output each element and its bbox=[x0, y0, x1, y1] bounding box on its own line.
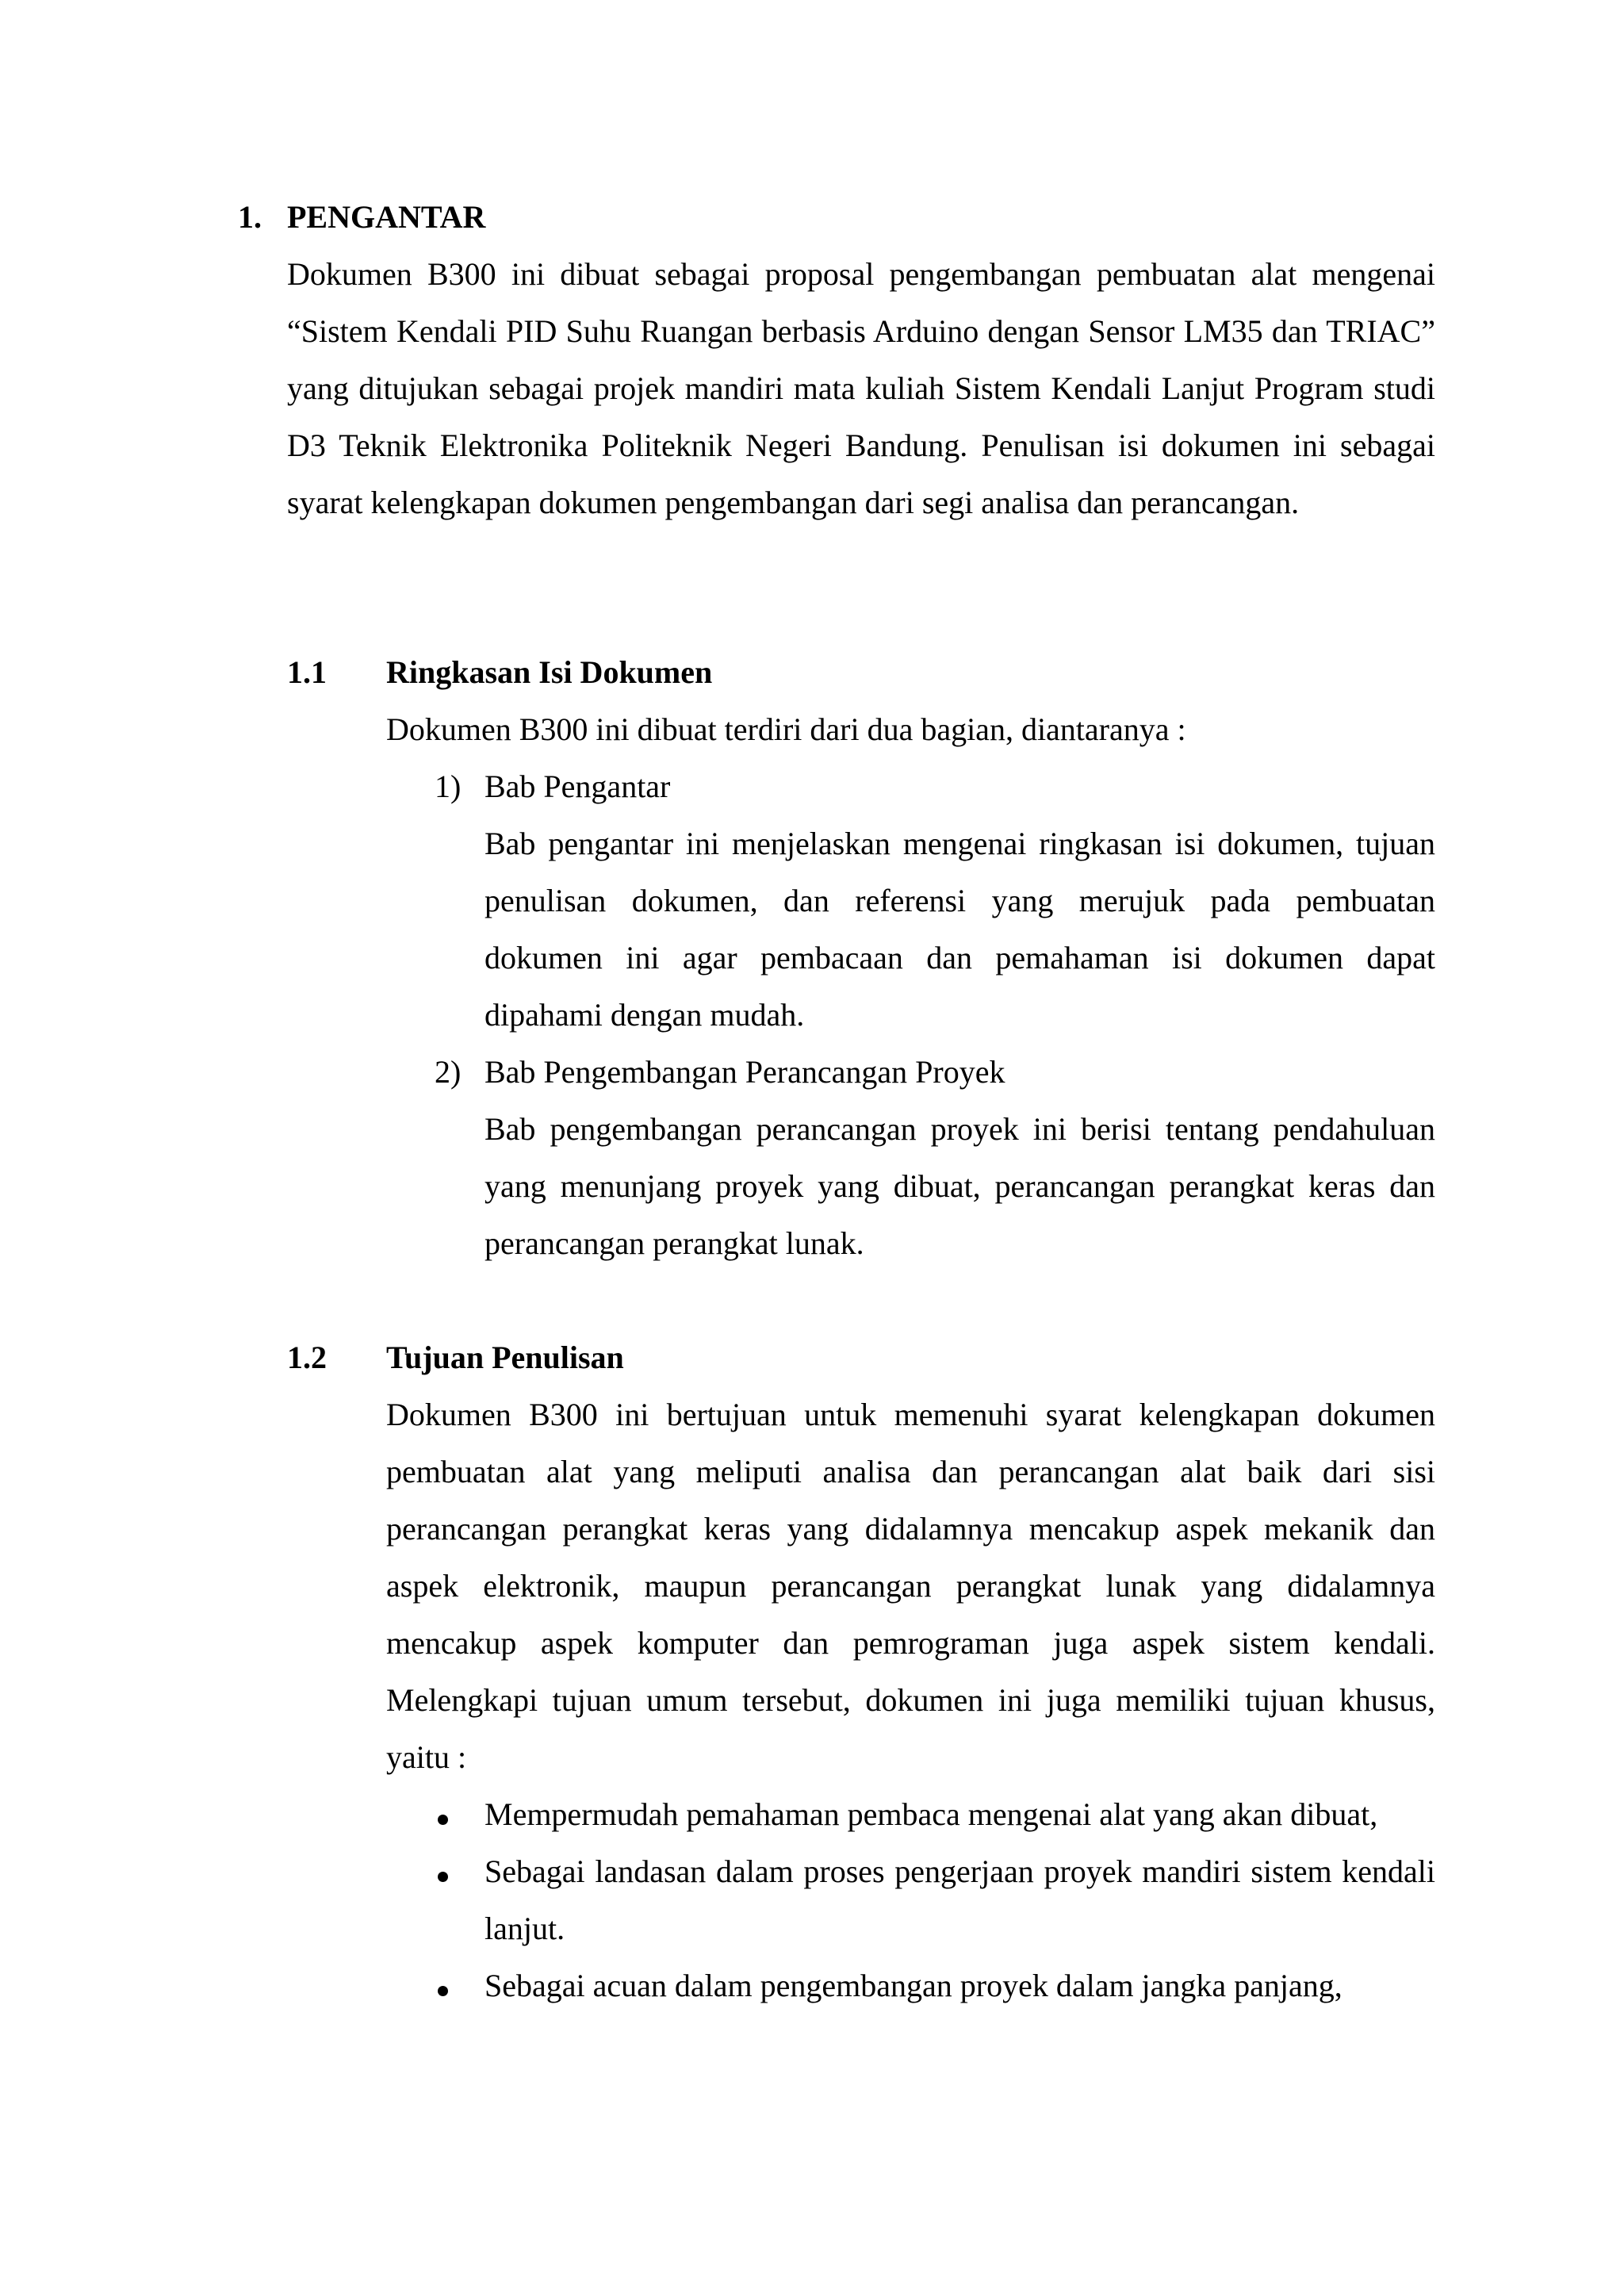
bullet-item-2: Sebagai landasan dalam proses pengerjaan proyek mandiri sistem kendali lanjut. bbox=[485, 1853, 1435, 1946]
section-1-1-number: 1.1 bbox=[287, 654, 327, 690]
list-item-2-body: Bab pengembangan perancangan proyek ini berisi tentang pendahuluan yang menunjang proyek yang dibuat, perancangan perangkat keras dan perancangan perangkat lunak. bbox=[485, 1111, 1435, 1261]
list-item-1-body: Bab pengantar ini menjelaskan mengenai ringkasan isi dokumen, tujuan penulisan dokumen, dan referensi yang merujuk pada pembuatan dokumen ini agar pembacaan dan pemahaman isi dokumen dapat dipahami dengan mudah. bbox=[485, 826, 1435, 1033]
section-1-2-paragraph: Dokumen B300 ini bertujuan untuk memenuhi syarat kelengkapan dokumen pembuatan alat yang meliputi analisa dan perancangan alat baik dari sisi perancangan perangkat keras yang didalamnya mencakup aspek mekanik dan aspek elektronik, maupun perancangan perangkat lunak yang didalamnya mencakup aspek komputer dan pemrograman juga aspek sistem kendali. Melengkapi tujuan umum tersebut, dokumen ini juga memiliki tujuan khusus, yaitu : bbox=[386, 1397, 1435, 1775]
section-1-2-title: Tujuan Penulisan bbox=[386, 1340, 624, 1375]
section-1-paragraph: Dokumen B300 ini dibuat sebagai proposal pengembangan pembuatan alat mengenai “Sistem Kendali PID Suhu Ruangan berbasis Arduino dengan Sensor LM35 dan TRIAC” yang ditujukan sebagai projek mandiri mata kuliah Sistem Kendali Lanjut Program studi D3 Teknik Elektronika Politeknik Negeri Bandung. Penulisan isi dokumen ini sebagai syarat kelengkapan dokumen pengembangan dari segi analisa dan perancangan. bbox=[287, 256, 1435, 520]
list-item-2-title: Bab Pengembangan Perancangan Proyek bbox=[485, 1054, 1005, 1090]
list-item-1-heading bbox=[435, 758, 671, 815]
section-1-1-intro: Dokumen B300 ini dibuat terdiri dari dua bagian, diantaranya : bbox=[386, 711, 1186, 747]
list-item-1-marker: 1) bbox=[435, 769, 462, 804]
bullet-item-3: Sebagai acuan dalam pengembangan proyek dalam jangka panjang, bbox=[485, 1968, 1342, 2003]
section-1-1-title: Ringkasan Isi Dokumen bbox=[386, 654, 713, 690]
bullet-dot-icon bbox=[438, 1872, 448, 1882]
section-1-number: 1. bbox=[238, 199, 262, 235]
section-1-2-number: 1.2 bbox=[287, 1340, 327, 1375]
list-item-1-title: Bab Pengantar bbox=[485, 769, 671, 804]
bullet-dot-icon bbox=[438, 1986, 448, 1996]
list-item-2-marker: 2) bbox=[435, 1054, 462, 1090]
bullet-item-1: Mempermudah pemahaman pembaca mengenai alat yang akan dibuat, bbox=[485, 1796, 1378, 1832]
list-item-2-heading bbox=[435, 1044, 1005, 1101]
section-1-title: PENGANTAR bbox=[287, 199, 486, 235]
bullet-dot-icon bbox=[438, 1815, 448, 1825]
